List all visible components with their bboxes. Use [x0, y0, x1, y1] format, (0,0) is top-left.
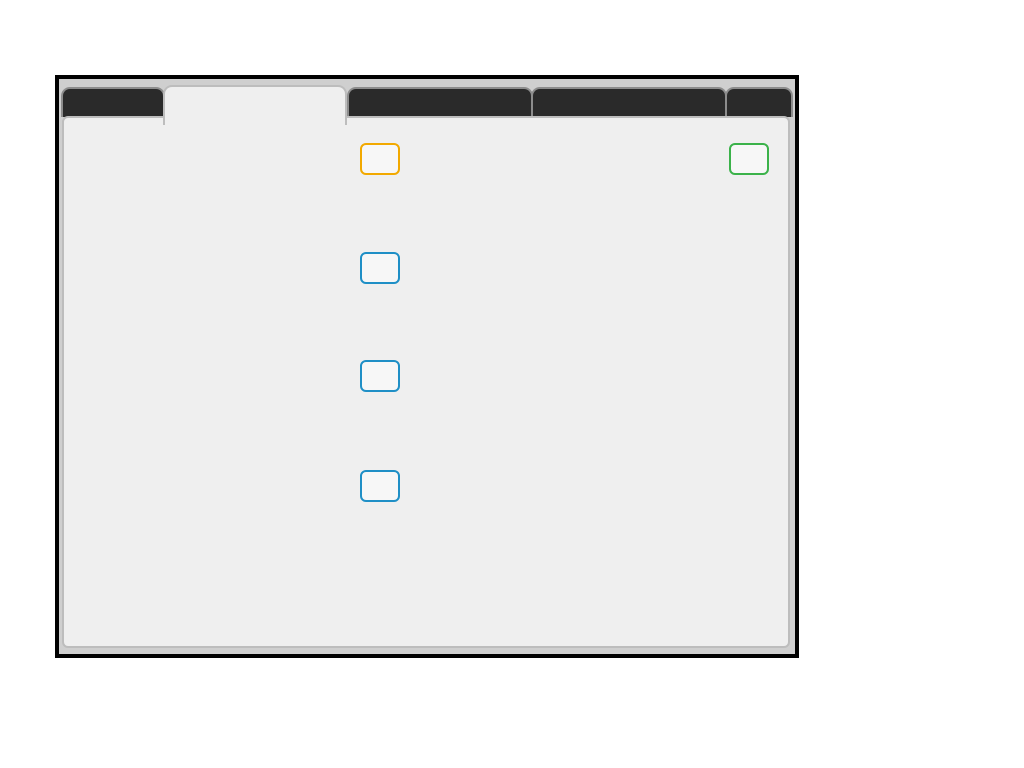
help-button-organ-function[interactable]	[729, 143, 769, 175]
help-button-afterload[interactable]	[360, 360, 400, 392]
tab-setup[interactable]	[61, 87, 165, 117]
tab-physio-overview[interactable]	[531, 87, 727, 117]
tab-decision-model[interactable]	[347, 87, 533, 117]
device-screen-frame	[55, 75, 799, 658]
help-button-preload-volume[interactable]	[360, 252, 400, 284]
normal-values-panel	[62, 116, 790, 648]
help-button-output[interactable]	[360, 143, 400, 175]
tab-info[interactable]	[725, 87, 793, 117]
help-button-contractility[interactable]	[360, 470, 400, 502]
tab-normal-values[interactable]	[163, 85, 347, 125]
device-screen	[59, 79, 795, 654]
